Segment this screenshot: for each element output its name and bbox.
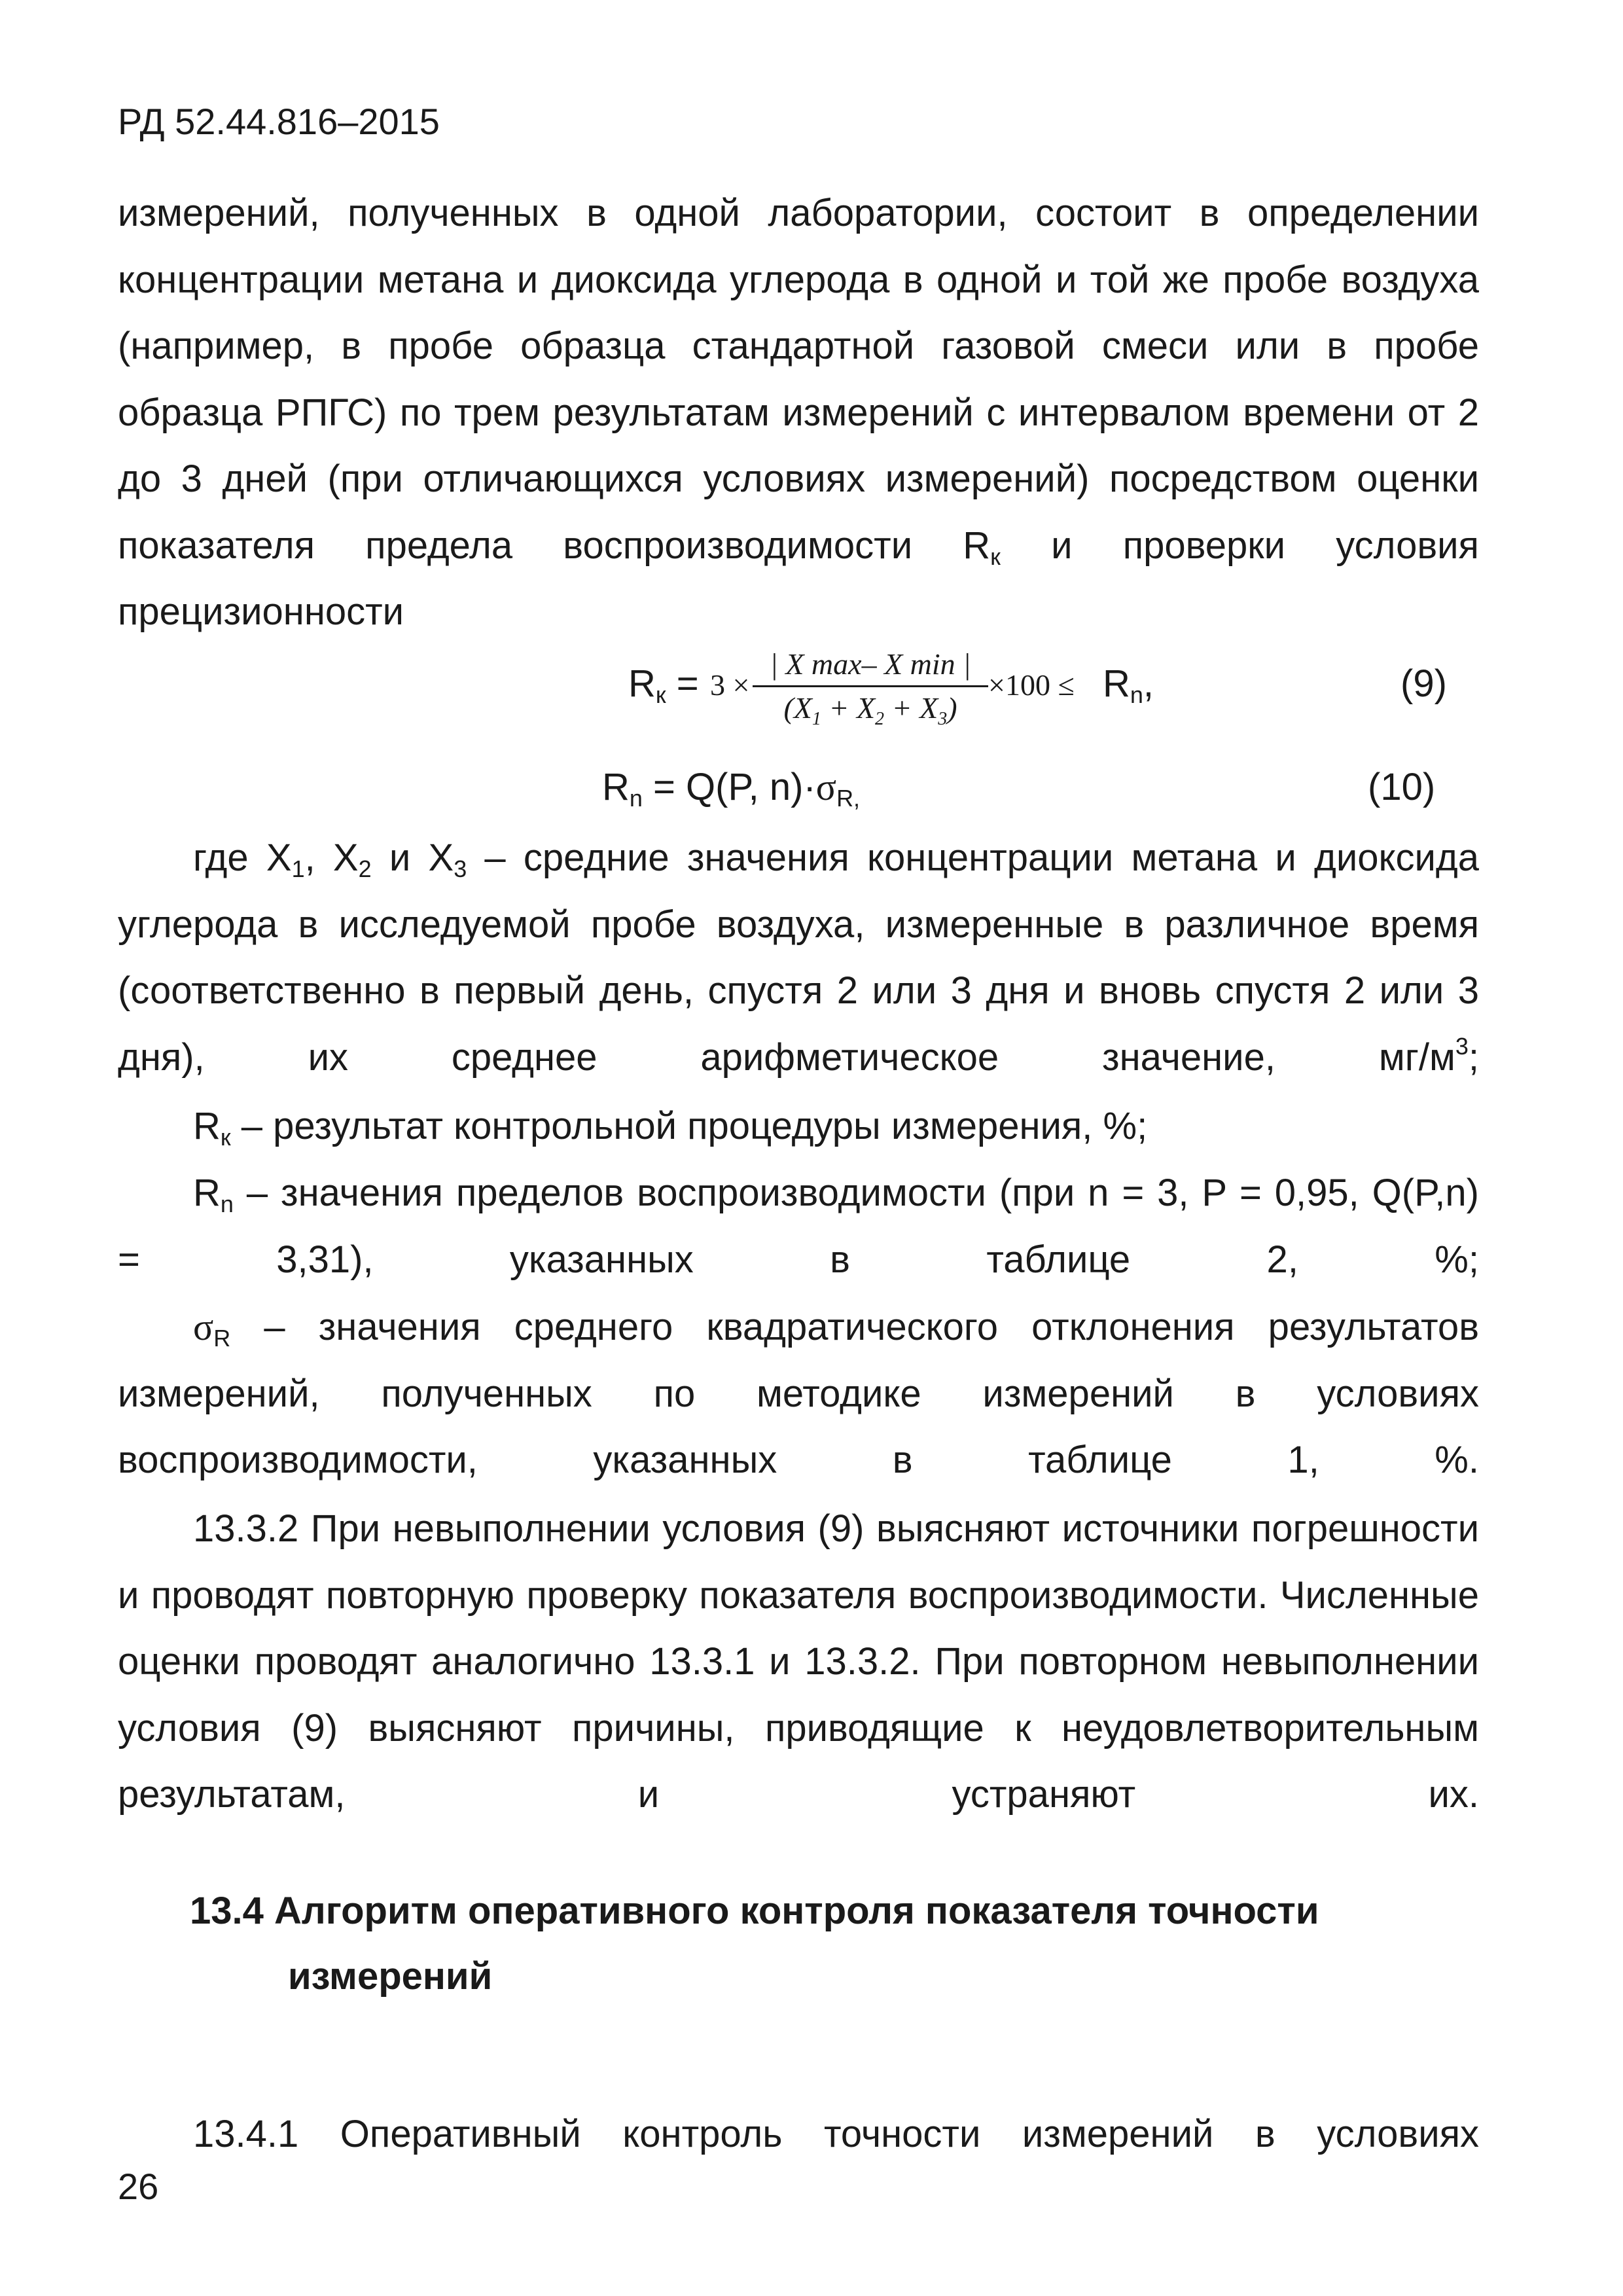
def-rn-subscript: n — [220, 1191, 234, 1217]
eq9-numerator: | X max– X min | — [770, 647, 971, 681]
definition-rk — [118, 1093, 1479, 1160]
x3-subscript: 3 — [454, 855, 467, 882]
section-heading-13-4 — [190, 1878, 1433, 2009]
equation-10-number: (10) — [1368, 766, 1436, 808]
heading-line-1: 13.4 Алгоритм оперативного контроля показателя точности — [190, 1890, 1319, 1932]
def-sigma-subscript: R — [213, 1325, 231, 1352]
where-text-c: и X — [371, 836, 454, 879]
def-rk-symbol: R — [193, 1105, 221, 1147]
page-number: 26 — [118, 2166, 159, 2207]
equation-9-number: (9) — [1400, 662, 1447, 705]
rk-symbol — [963, 524, 1001, 570]
den-x2-sub: 2 — [875, 709, 885, 730]
fraction-bar — [753, 685, 988, 687]
paragraph-text: измерений, полученных в одной лаборатории, состоит в определении концентрации метана и диоксида углерода в одной и той же пробе воздуха (например, в пробе образца стандартной газовой смеси или в пробе образца РПГС) по трем результатам измерений с интервалом времени от 2 до 3 дней (при отличающихся условиях измерений) посредством оценки показателя предела воспроизводимости — [118, 192, 1479, 567]
eq9-rhs-symbol: R — [1103, 662, 1130, 705]
def-rk-subscript: к — [220, 1124, 231, 1151]
equation-9-coefficient: 3 × — [710, 668, 750, 702]
eq9-denominator — [753, 689, 988, 739]
def-rn-text: – значения пределов воспроизводимости (при n = 3, P = 0,95, Q(P,n) = 3,31), указанных в таблице 2, %; — [118, 1172, 1479, 1281]
equation-9-rhs — [1103, 661, 1154, 707]
eq9-rhs-comma: , — [1143, 662, 1154, 705]
definition-sigma-r — [118, 1294, 1479, 1494]
eq9-lhs-symbol: R — [628, 662, 656, 705]
document-code-header: РД 52.44.816–2015 — [118, 101, 440, 142]
den-x1-sub: 1 — [812, 709, 821, 730]
eq9-equals: = — [676, 662, 699, 705]
eq10-lhs-symbol: R — [602, 766, 630, 808]
def-sigma-symbol: σ — [193, 1306, 214, 1348]
den-x3-sub: 3 — [938, 709, 948, 730]
equation-10 — [602, 764, 860, 810]
where-text-b: , X — [304, 836, 359, 879]
paragraph-13-4-1: 13.4.1 Оперативный контроль точности измерений в условиях — [193, 2113, 1479, 2155]
def-sigma-text: – значения среднего квадратического отклонения результатов измерений, полученных по методике измерений в условиях воспроизводимости, указанных в таблице 1, %. — [118, 1306, 1479, 1481]
eq10-sigma-subscript: R, — [836, 785, 861, 812]
paragraph-tail: и проверки условия прецизионности — [118, 524, 1479, 633]
eq10-sigma: σ — [815, 766, 837, 808]
def-rk-text: – результат контрольной процедуры измерения, %; — [230, 1105, 1148, 1147]
eq9-rhs-subscript: n — [1130, 681, 1143, 708]
eq10-lhs-subscript: n — [629, 785, 643, 812]
paragraph-where-x — [118, 825, 1479, 1090]
den-close: ) — [947, 691, 957, 725]
den-plus-x2: + X — [829, 691, 876, 725]
equation-9-fraction — [753, 645, 988, 739]
where-text-e: ; — [1468, 1035, 1479, 1079]
x2-subscript: 2 — [358, 855, 372, 882]
den-plus-x3: + X — [891, 691, 938, 725]
def-rn-symbol: R — [193, 1172, 221, 1214]
where-text-d: – средние значения концентрации метана и диоксида углерода в исследуемой пробе воздуха, измеренные в различное время (соответственно в первый день, спустя 2 или 3 дня и вновь спустя 2 или 3 дня), их среднее арифметическое значение, мг/м — [118, 836, 1480, 1079]
cube-superscript: 3 — [1455, 1032, 1469, 1060]
equation-9-lhs — [628, 661, 699, 707]
eq9-lhs-subscript: к — [655, 681, 666, 708]
equation-9-times-100: ×100 ≤ — [988, 668, 1075, 702]
eq10-body: = Q(P, n)· — [653, 766, 816, 808]
x1-subscript: 1 — [291, 855, 305, 882]
paragraph-13-3-2: 13.3.2 При невыполнении условия (9) выясняют источники погрешности и проводят повторную проверку показателя воспроизводимости. Численные оценки проводят аналогично 13.3.1 и 13.3.2. При повторном невыполнении условия (9) выясняют причины, приводящие к неудовлетворительным результатам, и устраняют их. — [118, 1507, 1479, 1816]
rk-subscript: к — [990, 543, 1001, 570]
where-text-a: где X — [193, 836, 292, 879]
definition-rn — [118, 1160, 1479, 1293]
paragraph-precision-intro — [118, 180, 1479, 645]
den-open: (X — [783, 691, 812, 725]
heading-line-2: измерений — [288, 1955, 493, 1998]
rk-letter: R — [963, 524, 991, 567]
